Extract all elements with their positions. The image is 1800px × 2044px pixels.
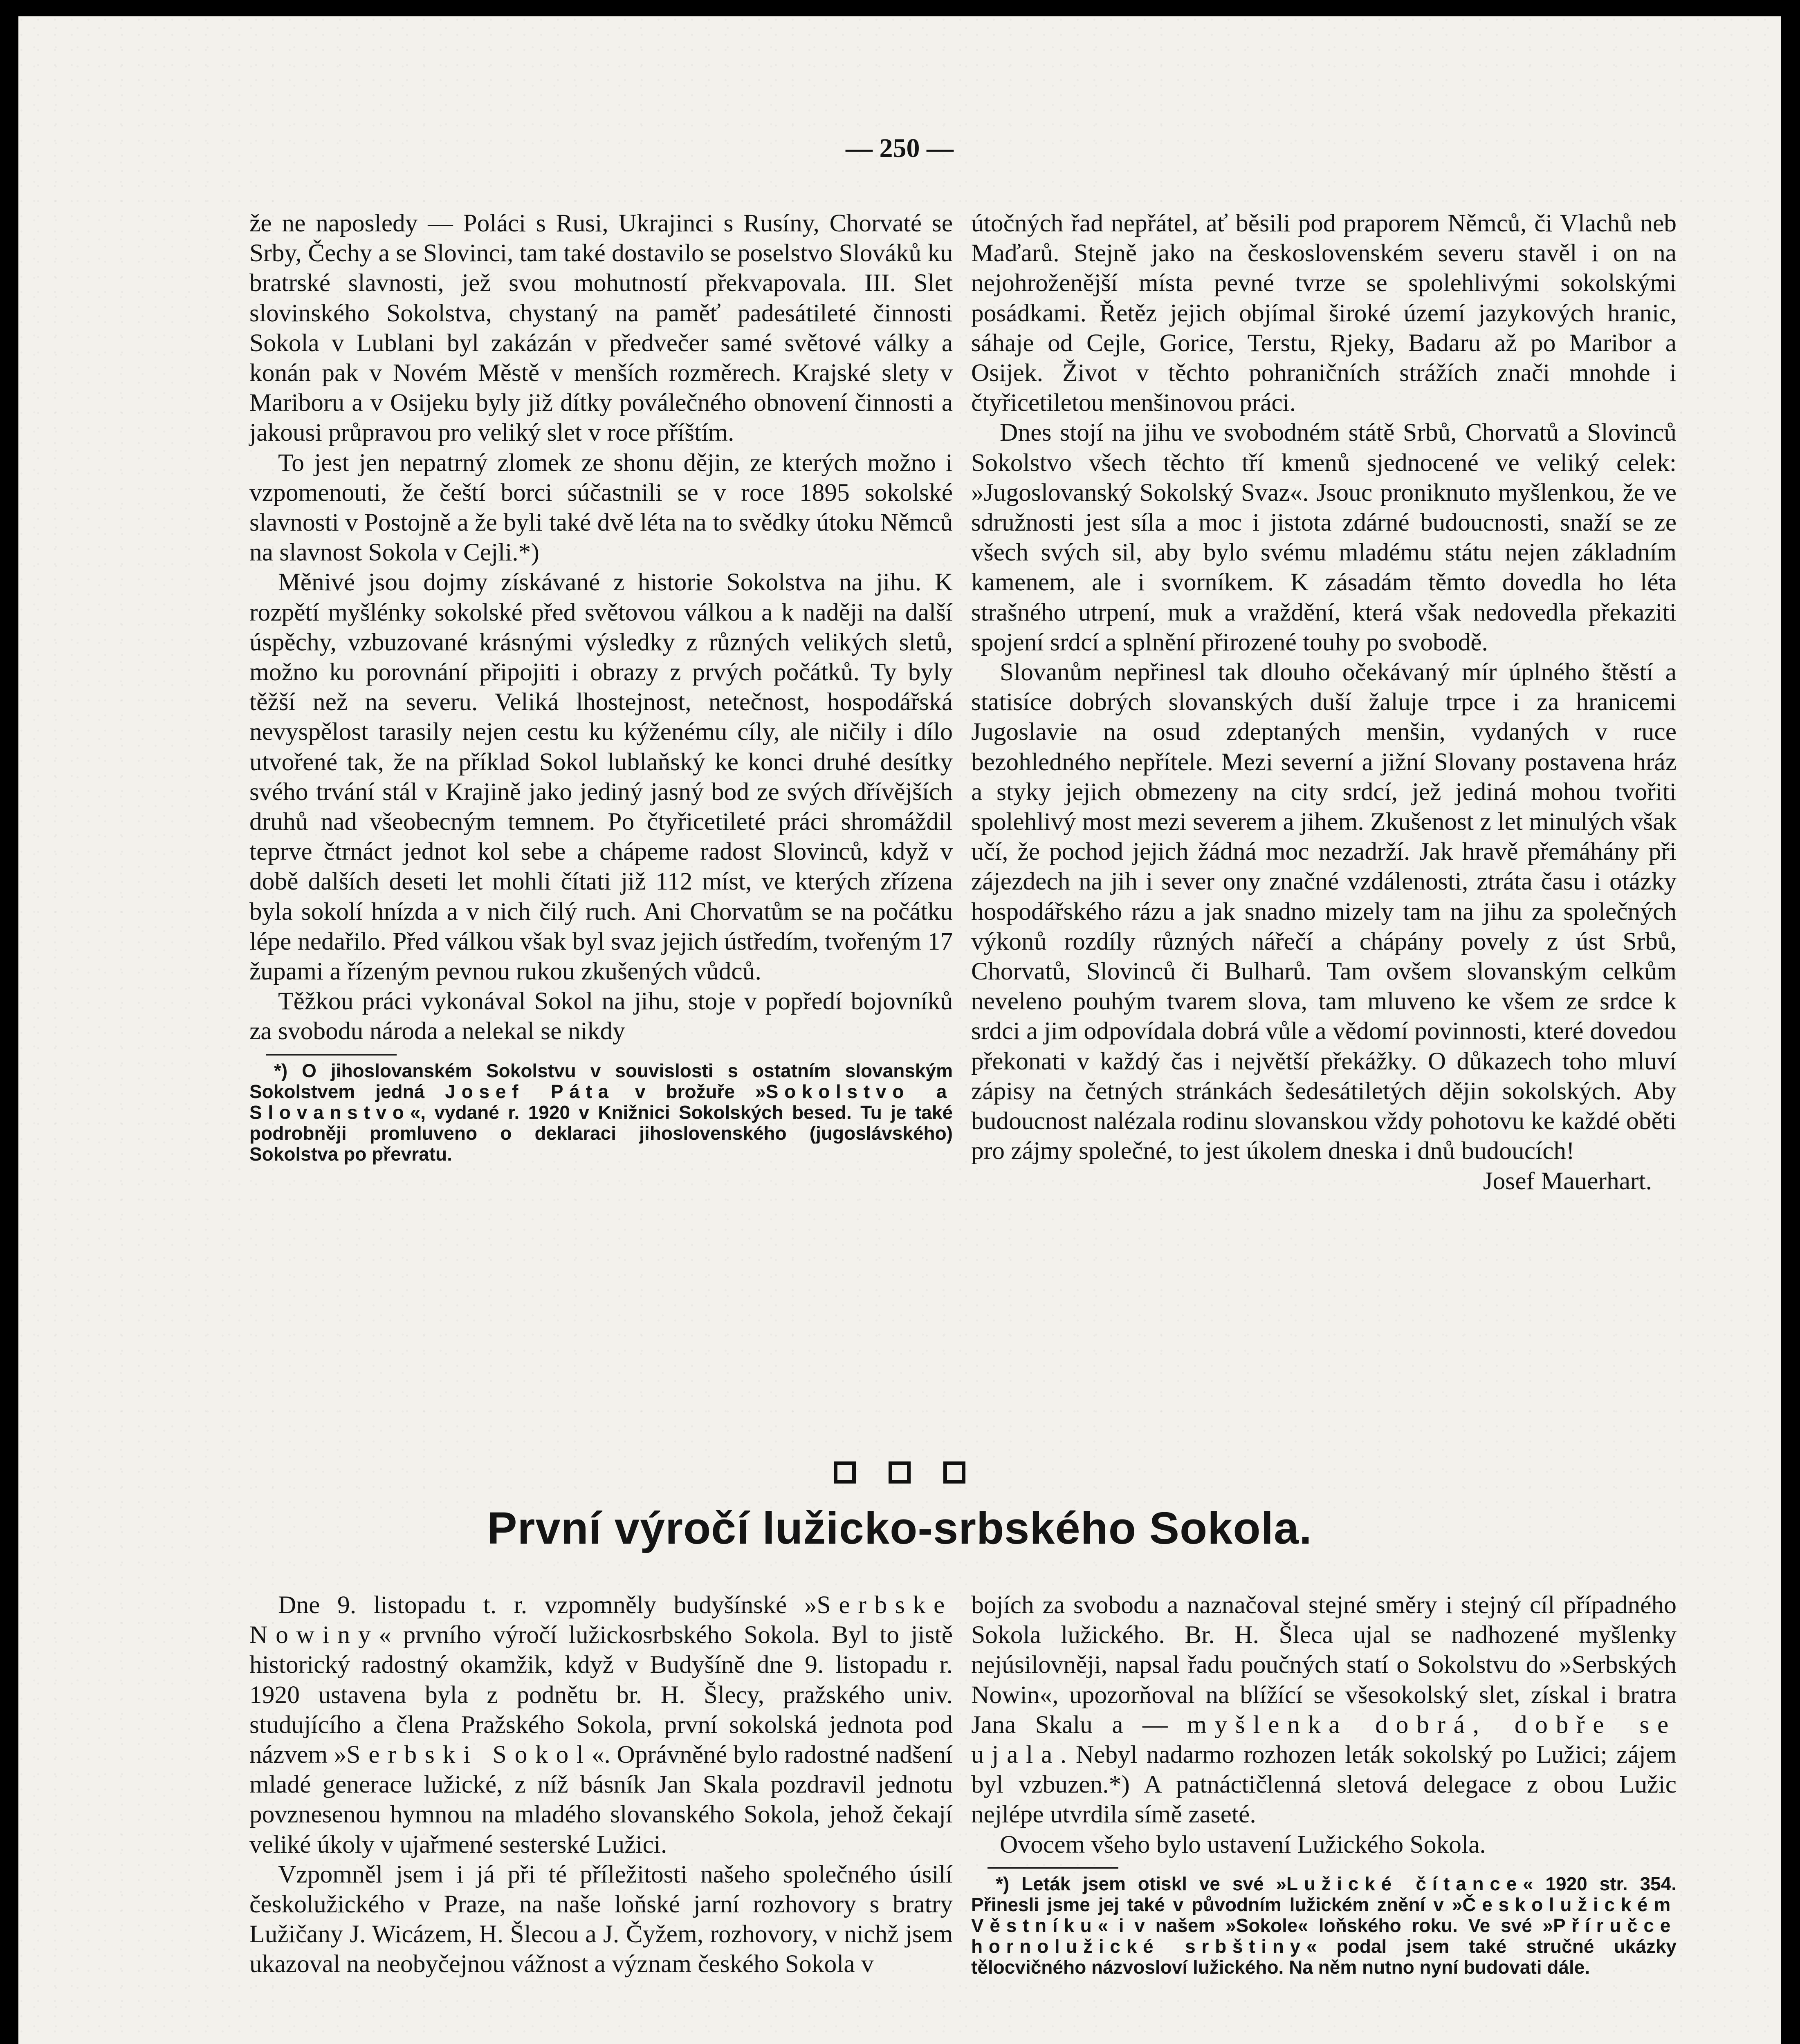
newspaper-name: Serbske Nowiny	[249, 1591, 953, 1649]
paragraph: útočných řad nepřátel, ať běsili pod praporem Němců, či Vlachů neb Maďarů. Stejně jako na československém severu stavěl i on na nejohroženější místa pevné tvrze se spolehlivými sokolskými posádkami. Řetěz jejich objímal široké území jazykových hranic, sáhaje od Cejle, Gorice, Terstu, Rjeky, Badaru až po Maribor a Osijek. Život v těchto pohraničních strážích znači mnohde i čtyřicetiletou menšinovou práci.	[971, 209, 1677, 417]
motto: myšlenka dobrá, dobře se ujala	[971, 1710, 1677, 1769]
paragraph: To jest jen nepatrný zlomek ze shonu dějin, ze kterých možno i vzpomenouti, že čeští borci súčastnili se v roce 1895 sokolské slavnosti v Postojně a že byli také dvě léta na to svědky útoku Němců na slavnost Sokola v Cejli.*)	[249, 448, 953, 567]
page-number: — 250 —	[846, 133, 954, 163]
paragraph: Těžkou práci vykonával Sokol na jihu, stoje v popředí bojovníků za svobodu národa a nelekal se nikdy	[249, 987, 953, 1045]
paragraph: Měnivé jsou dojmy získávané z historie Sokolstva na jihu. K rozpětí myšlénky sokolské před světovou válkou a k naději na další úspěchy, vzbuzované krásnými výsledky z různých velikých sletů, možno ku porovnání připojiti i obrazy z prvých počátků. Ty byly těžší než na severu. Veliká lhostejnost, netečnost, hospodářská nevyspělost tarasily nejen cestu ku kýženému cíly, ale ničily i dílo utvořené tak, že na příklad Sokol lublaňský ke konci druhé desítky svého trvání stál v Krajině jako jediný jasný bod ze svých dřívějších druhů nad všeobecným temnem. Po čtyřicetileté práci shromáždil teprve čtrnáct jednot kol sebe a chápeme radost Slovinců, když v době dalších deseti let mohli čítati již 112 míst, ve kterých zřízena byla sokolí hnízda a v nich čilý ruch. Ani Chorvatům se na počátku lépe nedařilo. Před válkou však byl svaz jejich ústředím, tvořeným 17 župami a řízeným pevnou rukou zkušených vůdců.	[249, 568, 953, 986]
footnote-text: *) O jihoslovanském Sokolstvu v souvislosti s ostatním slovanským Sokolstvem jedná	[249, 1060, 953, 1102]
footnote-book-title: Příručce hornolužické srbštiny	[971, 1914, 1677, 1957]
footnote-divider	[988, 1867, 1118, 1869]
article-2-right-column	[971, 1590, 1677, 1978]
text-run: « prvního výročí lužickosrbského Sokola. Byl to jistě historický radostný okamžik, když v Budyšíně dne 9. listopadu r. 1920 ustavena byla z podnětu br. H. Šlecy, pražského univ. studujícího a člena Pražského Sokola, první sokolská jednota pod názvem »	[249, 1621, 953, 1769]
paragraph	[249, 1590, 953, 1860]
text-run: «. Oprávněné bylo radostné nadšení mladé generace lužické, z níž básník Jan Skala pozdravil jednotu povznesenou hymnou na mladého slovanského Sokola, jehož čekají veliké úkoly v ujařmené sesterské Lužici.	[249, 1741, 953, 1858]
square-ornament-icon	[834, 1461, 856, 1484]
footnote-booklet-title: Sokolstvo a Slovanstvo	[249, 1080, 953, 1123]
footnote-text: «, vydané r. 1920 v Knižnici Sokolských besed. Tu je také podrobněji promluveno o deklaraci jihoslovenského (jugoslávského) Sokolstva po převratu.	[249, 1101, 953, 1165]
text-run: bojích za svobodu a naznačoval stejné směry i stejný cíl případného Sokola lužického. Br. H. Šleca ujal se nadhozené myšlenky nejúsilovněji, napsal řadu poučných statí o Sokolstvu do »Serbských Nowin«, upozorňoval na blížící se všesokolský slet, získal i bratra Jana Skalu a —	[971, 1591, 1677, 1739]
text-run: . Nebyl nadarmo rozhozen leták sokolský po Lužici; zájem byl vzbuzen.*) A patnáctičlenná sletová delegace z obou Lužic nejlépe utvrdila símě zaseté.	[971, 1741, 1677, 1829]
footnote-text: *) Leták jsem otiskl ve své »	[996, 1873, 1287, 1894]
footnote-text: « i v našem »Sokole« loňského roku. Ve své »	[1098, 1914, 1553, 1936]
footnote-text: « podal jsem také stručné ukázky tělocvičného názvosloví lužického. Na něm nutno nyní budovati dále.	[971, 1935, 1677, 1978]
author-signature: Josef Mauerhart.	[1483, 1167, 1652, 1195]
text-run: Dne 9. listopadu t. r. vzpomněly budyšínské »	[278, 1591, 817, 1619]
scanned-page	[18, 16, 1781, 2044]
footnote-periodical-title: Českolužickém Věstníku	[971, 1894, 1677, 1936]
footnote-author: Josef Páta	[445, 1080, 615, 1102]
paragraph: Slovanům nepřinesl tak dlouho očekávaný mír úplného štěstí a statisíce dobrých slovanských duší žaluje trpce i za hranicemi Jugoslavie na osud zdeptaných menšin, vydaných v ruce bezohledného nepřítele. Mezi severní a jižní Slovany postavena hráz a styky jejich obmezeny na city srdcí, jež jediná mohou tvořiti spolehlivý most mezi severem a jihem. Zkušenost z let minulých však učí, že pochod jejich žádná moc nezadrží. Jak hravě přemáhány při zájezdech na jih i sever ony značné vzdálenosti, ztráta času i otázky hospodářského rázu a jak snadno mizely tam na jihu za společných výkonů rozdíly různých nářečí a chápány povely z úst Srbů, Chorvatů, Slovinců či Bulharů. Tam ovšem slovanským celkům neveleno pouhým tvarem slova, tam mluveno ke všem ze srdce k srdci a jim odpovídala dobrá vůle a vědomí povinnosti, které dovedou překonati v každý čas i největší překážky. O důkazech toho mluví zápisy na četných stránkách šedesátiletých dějin sokolských. Aby budoucnost nalézala rodinu slovanskou vždy pohotovu ke každé oběti pro zájmy společné, to jest úkolem dneska i dnů budoucích!	[971, 658, 1677, 1165]
section-divider	[18, 1461, 1781, 1484]
footnote-divider	[266, 1054, 397, 1056]
article-2-left-column	[249, 1590, 953, 1979]
paragraph: Vzpomněl jsem i já při té příležitosti našeho společného úsilí českolužického v Praze, na naše loňské jarní rozhovory s bratry Lužičany J. Wicázem, H. Šlecou a J. Čyžem, rozhovory, v nichž jsem ukazoval na neobyčejnou vážnost a význam českého Sokola v	[249, 1860, 953, 1978]
footnote	[971, 1874, 1677, 1978]
footnote-book-title: Lužické čítance	[1286, 1873, 1523, 1894]
footnote	[249, 1060, 953, 1165]
paragraph: Ovocem všeho bylo ustavení Lužického Sokola.	[1000, 1830, 1486, 1858]
square-ornament-icon	[889, 1461, 911, 1484]
article-1-right-column	[971, 208, 1677, 1196]
article-1-left-column	[249, 208, 953, 1165]
square-ornament-icon	[943, 1461, 965, 1484]
paragraph	[971, 1590, 1677, 1830]
article-title: První výročí lužicko-srbského Sokola.	[487, 1503, 1312, 1553]
footnote-text: v brožuře »	[635, 1080, 766, 1102]
paragraph: Dnes stojí na jihu ve svobodném státě Srbů, Chorvatů a Slovinců Sokolstvo všech těchto tří kmenů sjednocené ve veliký celek: »Jugoslovanský Sokolský Svaz«. Jsouc proniknuto myšlenkou, že ve sdružnosti jest síla a moc i jistota zdárné budoucnosti, snaží se ze všech svých sil, aby bylo svému mladému státu nejen základním kamenem, ale i svorníkem. K zásadám těmto dovedla ho léta strašného utrpení, muk a vraždění, která však nedovedla překaziti spojení srdcí a splnění přirozené touhy po svobodě.	[971, 419, 1677, 656]
paragraph: že ne naposledy — Poláci s Rusi, Ukrajinci s Rusíny, Chorvaté se Srby, Čechy a se Slovinci, tam také dostavilo se poselstvo Slováků ku bratrské slavnosti, jež svou mohutností překvapovala. III. Slet slovinského Sokolstva, chystaný na paměť padesátileté činnosti Sokola v Lublani byl zakázán v předvečer samé světové války a konán pak v Novém Městě v menších rozměrech. Krajské slety v Mariboru a v Osijeku byly již dítky poválečného obnovení činnosti a jakousi průpravou pro veliký slet v roce příštím.	[249, 209, 953, 447]
footnote-text: « 1920 str. 354. Přinesli jsme jej také v původním lužickém znění v »	[971, 1873, 1677, 1915]
society-name: Serbski Sokol	[346, 1741, 592, 1769]
